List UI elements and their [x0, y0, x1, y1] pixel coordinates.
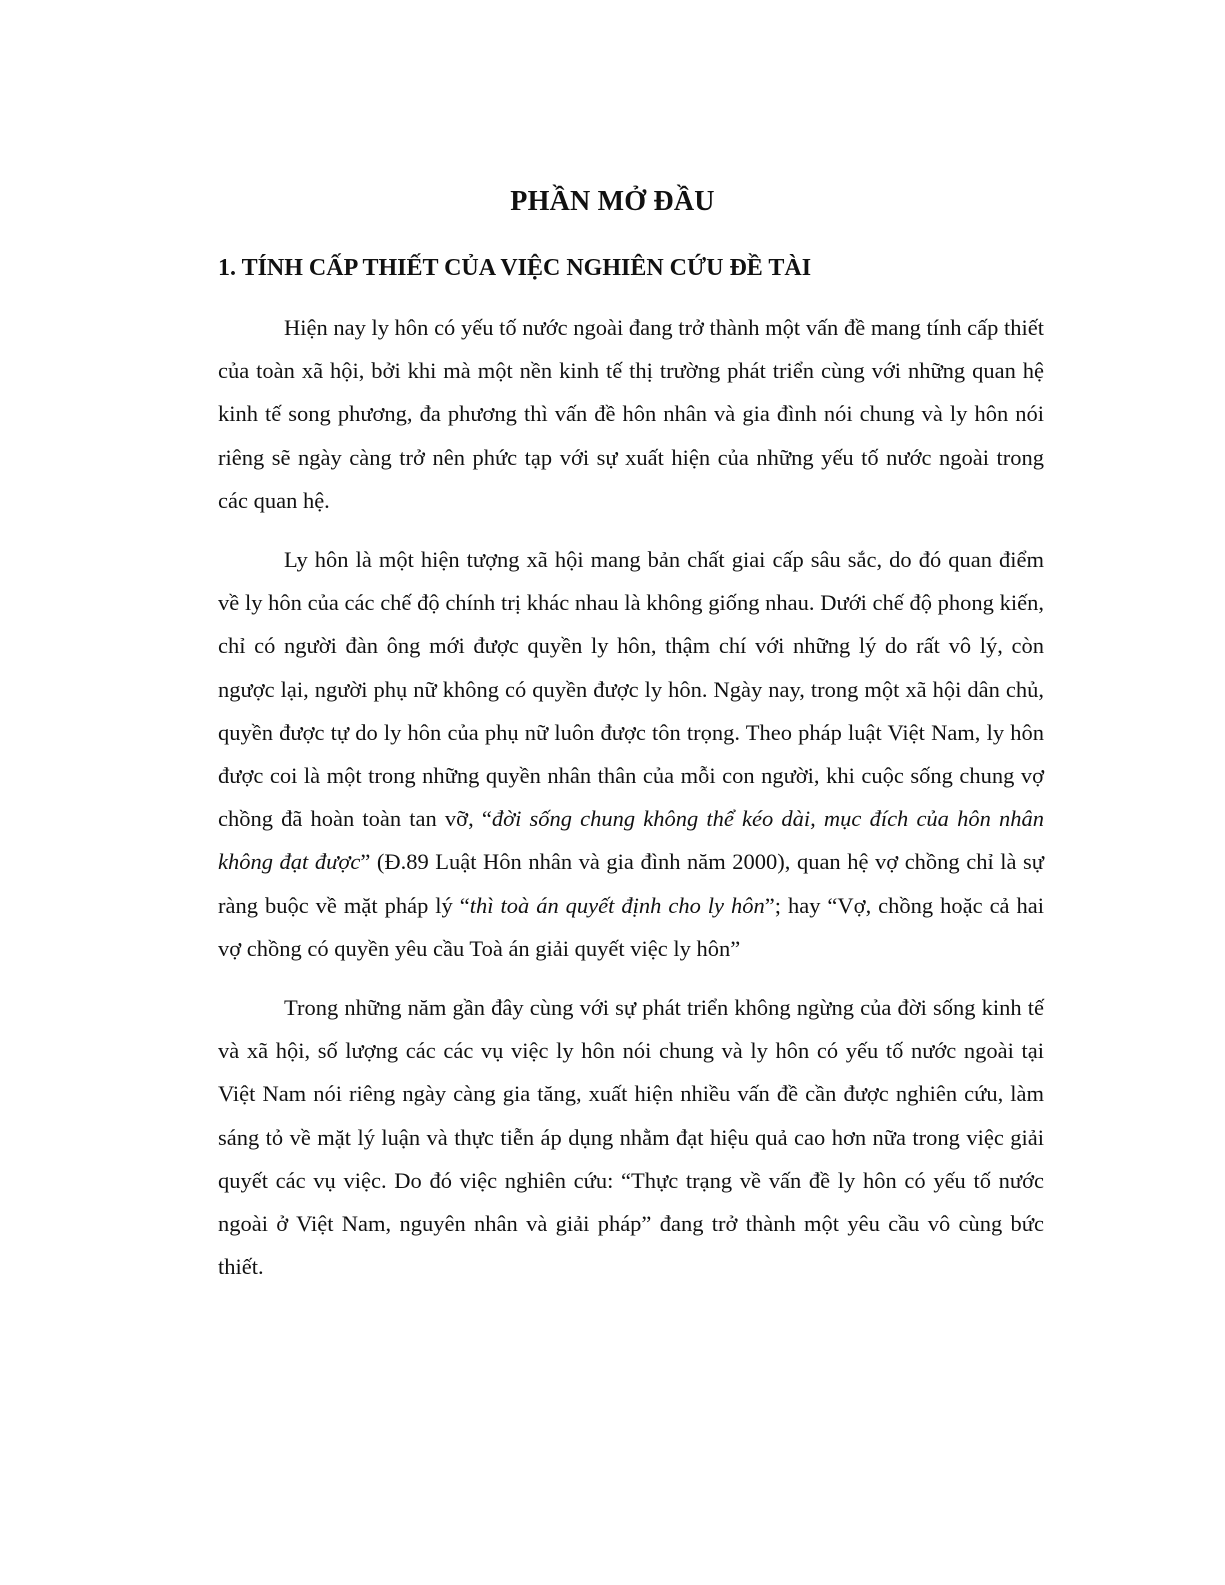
paragraph-2-text: Ly hôn là một hiện tượng xã hội mang bản chất giai cấp sâu sắc, do đó quan điểm về ly hôn của các chế độ chính trị khác nhau là không giống nhau. Dưới chế độ phong kiến, chỉ có người đàn ông mới được quyền ly hôn, thậm chí với những lý do rất vô lý, còn ngược lại, người phụ nữ không có quyền được ly hôn. Ngày nay, trong một xã hội dân chủ, quyền được tự do ly hôn của phụ nữ luôn được tôn trọng. Theo pháp luật Việt Nam, ly hôn được coi là một trong những quyền nhân thân của mỗi con người, khi cuộc sống chung vợ chồng đã hoàn toàn tan vỡ, “ [218, 547, 1044, 832]
paragraph-2-text: ”; hay “Vợ, chồng hoặc cả hai vợ chồng có quyền yêu cầu Toà án giải quyết việc ly hôn” [218, 892, 1044, 961]
quoted-text-italic: đời sống chung không thể kéo dài, mục đích của hôn nhân không đạt được [218, 806, 1044, 875]
paragraph-1: Hiện nay ly hôn có yếu tố nước ngoài đang trở thành một vấn đề mang tính cấp thiết của toàn xã hội, bởi khi mà một nền kinh tế thị trường phát triển cùng với những quan hệ kinh tế song phương, đa phương thì vấn đề hôn nhân và gia đình nói chung và ly hôn nói riêng sẽ ngày càng trở nên phức tạp với sự xuất hiện của những yếu tố nước ngoài trong các quan hệ. [218, 315, 1044, 513]
section-heading: 1. TÍNH CẤP THIẾT CỦA VIỆC NGHIÊN CỨU ĐỀ TÀI [218, 255, 812, 281]
paragraph-3: Trong những năm gần đây cùng với sự phát triển không ngừng của đời sống kinh tế và xã hội, số lượng các các vụ việc ly hôn nói chung và ly hôn có yếu tố nước ngoài tại Việt Nam nói riêng ngày càng gia tăng, xuất hiện nhiều vấn đề cần được nghiên cứu, làm sáng tỏ về mặt lý luận và thực tiễn áp dụng nhằm đạt hiệu quả cao hơn nữa trong việc giải quyết các vụ việc. Do đó việc nghiên cứu: “Thực trạng về vấn đề ly hôn có yếu tố nước ngoài ở Việt Nam, nguyên nhân và giải pháp” đang trở thành một yêu cầu vô cùng bức thiết. [218, 995, 1044, 1280]
paragraph-2-text: ” (Đ.89 Luật Hôn nhân và gia đình năm 2000), quan hệ vợ chồng chỉ là sự ràng buộc về mặt pháp lý “ [218, 849, 1044, 918]
quoted-text-italic: thì toà án quyết định cho ly hôn [469, 892, 765, 918]
part-title: PHẦN MỞ ĐẦU [510, 186, 715, 217]
paragraph-2 [218, 538, 1044, 970]
body-text [218, 306, 1044, 1288]
